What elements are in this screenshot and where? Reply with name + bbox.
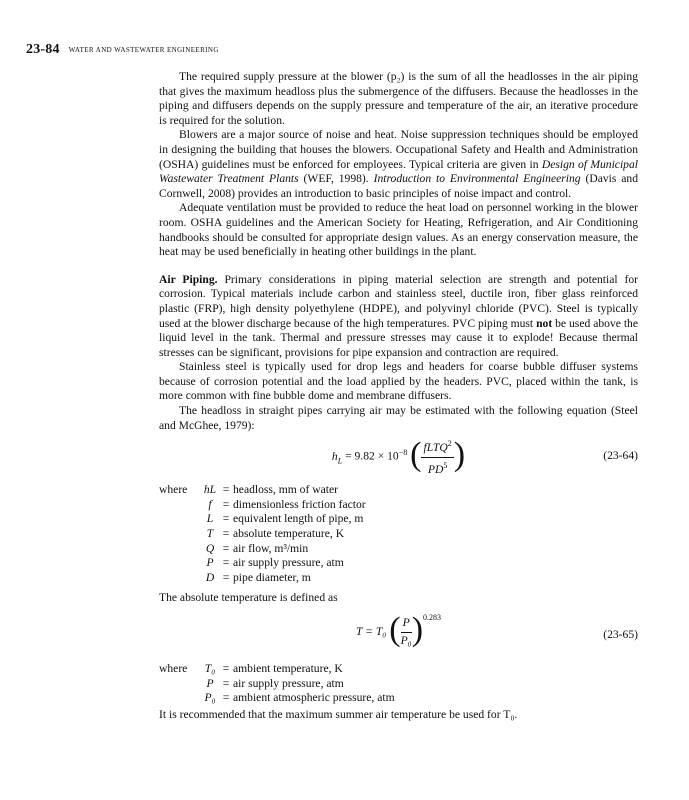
variable-symbol: P₀ — [204, 691, 216, 705]
body-text — [159, 70, 638, 722]
eq-numerator: P — [402, 616, 410, 629]
text-run: (WEF, 1998). — [298, 172, 374, 186]
variable-symbol: T₀ — [204, 662, 216, 675]
variable-definitions — [159, 662, 638, 706]
eq-denominator: P₀ — [400, 633, 412, 647]
where-label: where — [159, 662, 188, 675]
variable-description: pipe diameter, m — [233, 570, 311, 584]
section-heading: Air Piping. — [159, 272, 218, 286]
variable-symbol: T — [206, 527, 214, 541]
text-run: be used above the liquid level in the tank. Thermal and pressure stresses may cause it to explode! Because thermal stresses can be significant, provisions for pipe expansion and contraction are required. — [159, 316, 638, 359]
paragraph: Adequate ventilation must be provided to reduce the heat load on personnel working in the blower room. OSHA guidelines and the American Society for Heating, Refrigeration, and Air Conditioning handbooks should be consulted for appropriate design values. As an energy conservation measure, the heat may be used beneficially in heating other buildings in the plant. — [159, 201, 638, 259]
eq-exponent: 0.283 — [423, 612, 442, 622]
equation-23-64: $h_L = 9.82 \times 10^{-8}$ ( $\frac{fLTQ^2}{PD^5}$ ) (23-64) — [331, 435, 638, 476]
variable-description: absolute temperature, K — [233, 527, 345, 541]
definition-row: where hL = headloss, mm of water — [159, 483, 366, 498]
equation-23-65: T = T₀ ( $\frac{P}{\text{P₀}}$ )$^{0.283}$ (23-65) — [355, 610, 638, 648]
variable-description: equivalent length of pipe, m — [233, 512, 364, 526]
eq-fraction — [401, 616, 412, 648]
variable-symbol: f — [208, 497, 212, 511]
variable-symbol: P — [206, 556, 214, 570]
variable-description: headloss, mm of water — [233, 483, 338, 497]
equation-number: (23-64) — [603, 449, 638, 463]
page-number: 23-84 — [26, 42, 60, 57]
where-label: where — [159, 483, 188, 497]
paragraph: Stainless steel is typically used for drop legs and headers for coarse bubble diffuser systems because of corrosion potential and the load applied by the headers. PVC, placed within the tank, is more common with fine bubble dome and membrane diffusers. — [159, 360, 638, 403]
paragraph: It is recommended that the maximum summer air temperature be used for T₀. — [159, 707, 518, 721]
eq-fraction — [421, 437, 453, 477]
variable-description: dimensionless friction factor — [233, 497, 366, 511]
paragraph — [159, 273, 638, 361]
eq-den-exp: 5 — [443, 460, 448, 470]
eq-lhs: T = T₀ — [355, 624, 387, 638]
text-run: Blowers are a major source of noise and heat. Noise suppression techniques should be employed in designing the building that houses the blowers. Occupational Safety and Health and Administration (OSHA) guidelines must be enforced for employees. Typical criteria are given in — [159, 128, 638, 171]
running-title: WATER AND WASTEWATER ENGINEERING — [68, 46, 219, 54]
variable-description: ambient temperature, K — [233, 662, 343, 675]
definition-row: L = equivalent length of pipe, m — [159, 512, 366, 527]
variable-description: air flow, m³/min — [233, 541, 309, 555]
variable-symbol: D — [205, 570, 215, 584]
variable-description: air supply pressure, atm — [233, 676, 344, 690]
eq-num-exp: 2 — [447, 439, 452, 449]
running-header — [26, 40, 219, 58]
eq-lhs: $h_L$ — [331, 449, 343, 466]
emphasis: not — [536, 316, 553, 330]
paragraph — [159, 128, 638, 201]
definition-row: D = pipe diameter, m — [159, 571, 366, 586]
paragraph: The required supply pressure at the blower (p₂) is the sum of all the headlosses in the air piping that gives the maximum headloss plus the submergence of the diffusers. Because the headlosses in the piping and diffusers depends on the supply pressure and temperature of the air, an iterative procedure is required for the solution. — [159, 70, 638, 127]
definition-row: P = air supply pressure, atm — [159, 556, 366, 571]
definition-row: where T₀ = ambient temperature, K — [159, 662, 395, 677]
definition-row: f = dimensionless friction factor — [159, 498, 366, 513]
book-title: Introduction to Environmental Engineering — [373, 172, 581, 186]
variable-description: air supply pressure, atm — [233, 556, 344, 570]
variable-symbol: hL — [203, 483, 217, 497]
variable-symbol: Q — [205, 541, 215, 555]
variable-definitions — [159, 483, 638, 585]
text-run: Primary considerations in piping material selection are strength and potential for corrosion. Typical materials include carbon and stainless steel, ductile iron, fiber glass reinforced plastic (FRP), high density polyethylene (HDPE), and polyvinyl chloride (PVC). Steel is typically used at the blower discharge because of the high temperatures. PVC piping must — [159, 272, 639, 330]
eq-numerator: fLTQ — [423, 441, 448, 455]
book-title: Design of Municipal Wastewater Treatment Plants — [159, 157, 638, 186]
definition-row: T = absolute temperature, K — [159, 527, 366, 542]
variable-symbol: L — [206, 512, 214, 526]
equation-number: (23-65) — [603, 628, 638, 641]
text-run: (Davis and Cornwell, 2008) provides an introduction to basic principles of noise impact and control. — [159, 172, 638, 200]
eq-coefficient: = 9.82 × 10 — [345, 449, 399, 463]
variable-symbol: P — [206, 676, 214, 690]
paragraph: The absolute temperature is defined as — [159, 591, 338, 605]
definition-row: P₀ = ambient atmospheric pressure, atm — [159, 691, 395, 706]
definition-row: Q = air flow, m³/min — [159, 542, 366, 557]
definition-row: P = air supply pressure, atm — [159, 677, 395, 692]
paragraph: The headloss in straight pipes carrying air may be estimated with the following equation (Steel and McGhee, 1979): — [159, 404, 638, 432]
eq-exponent: −8 — [398, 448, 408, 457]
variable-description: ambient atmospheric pressure, atm — [233, 691, 395, 705]
eq-denominator: PD — [427, 462, 444, 476]
